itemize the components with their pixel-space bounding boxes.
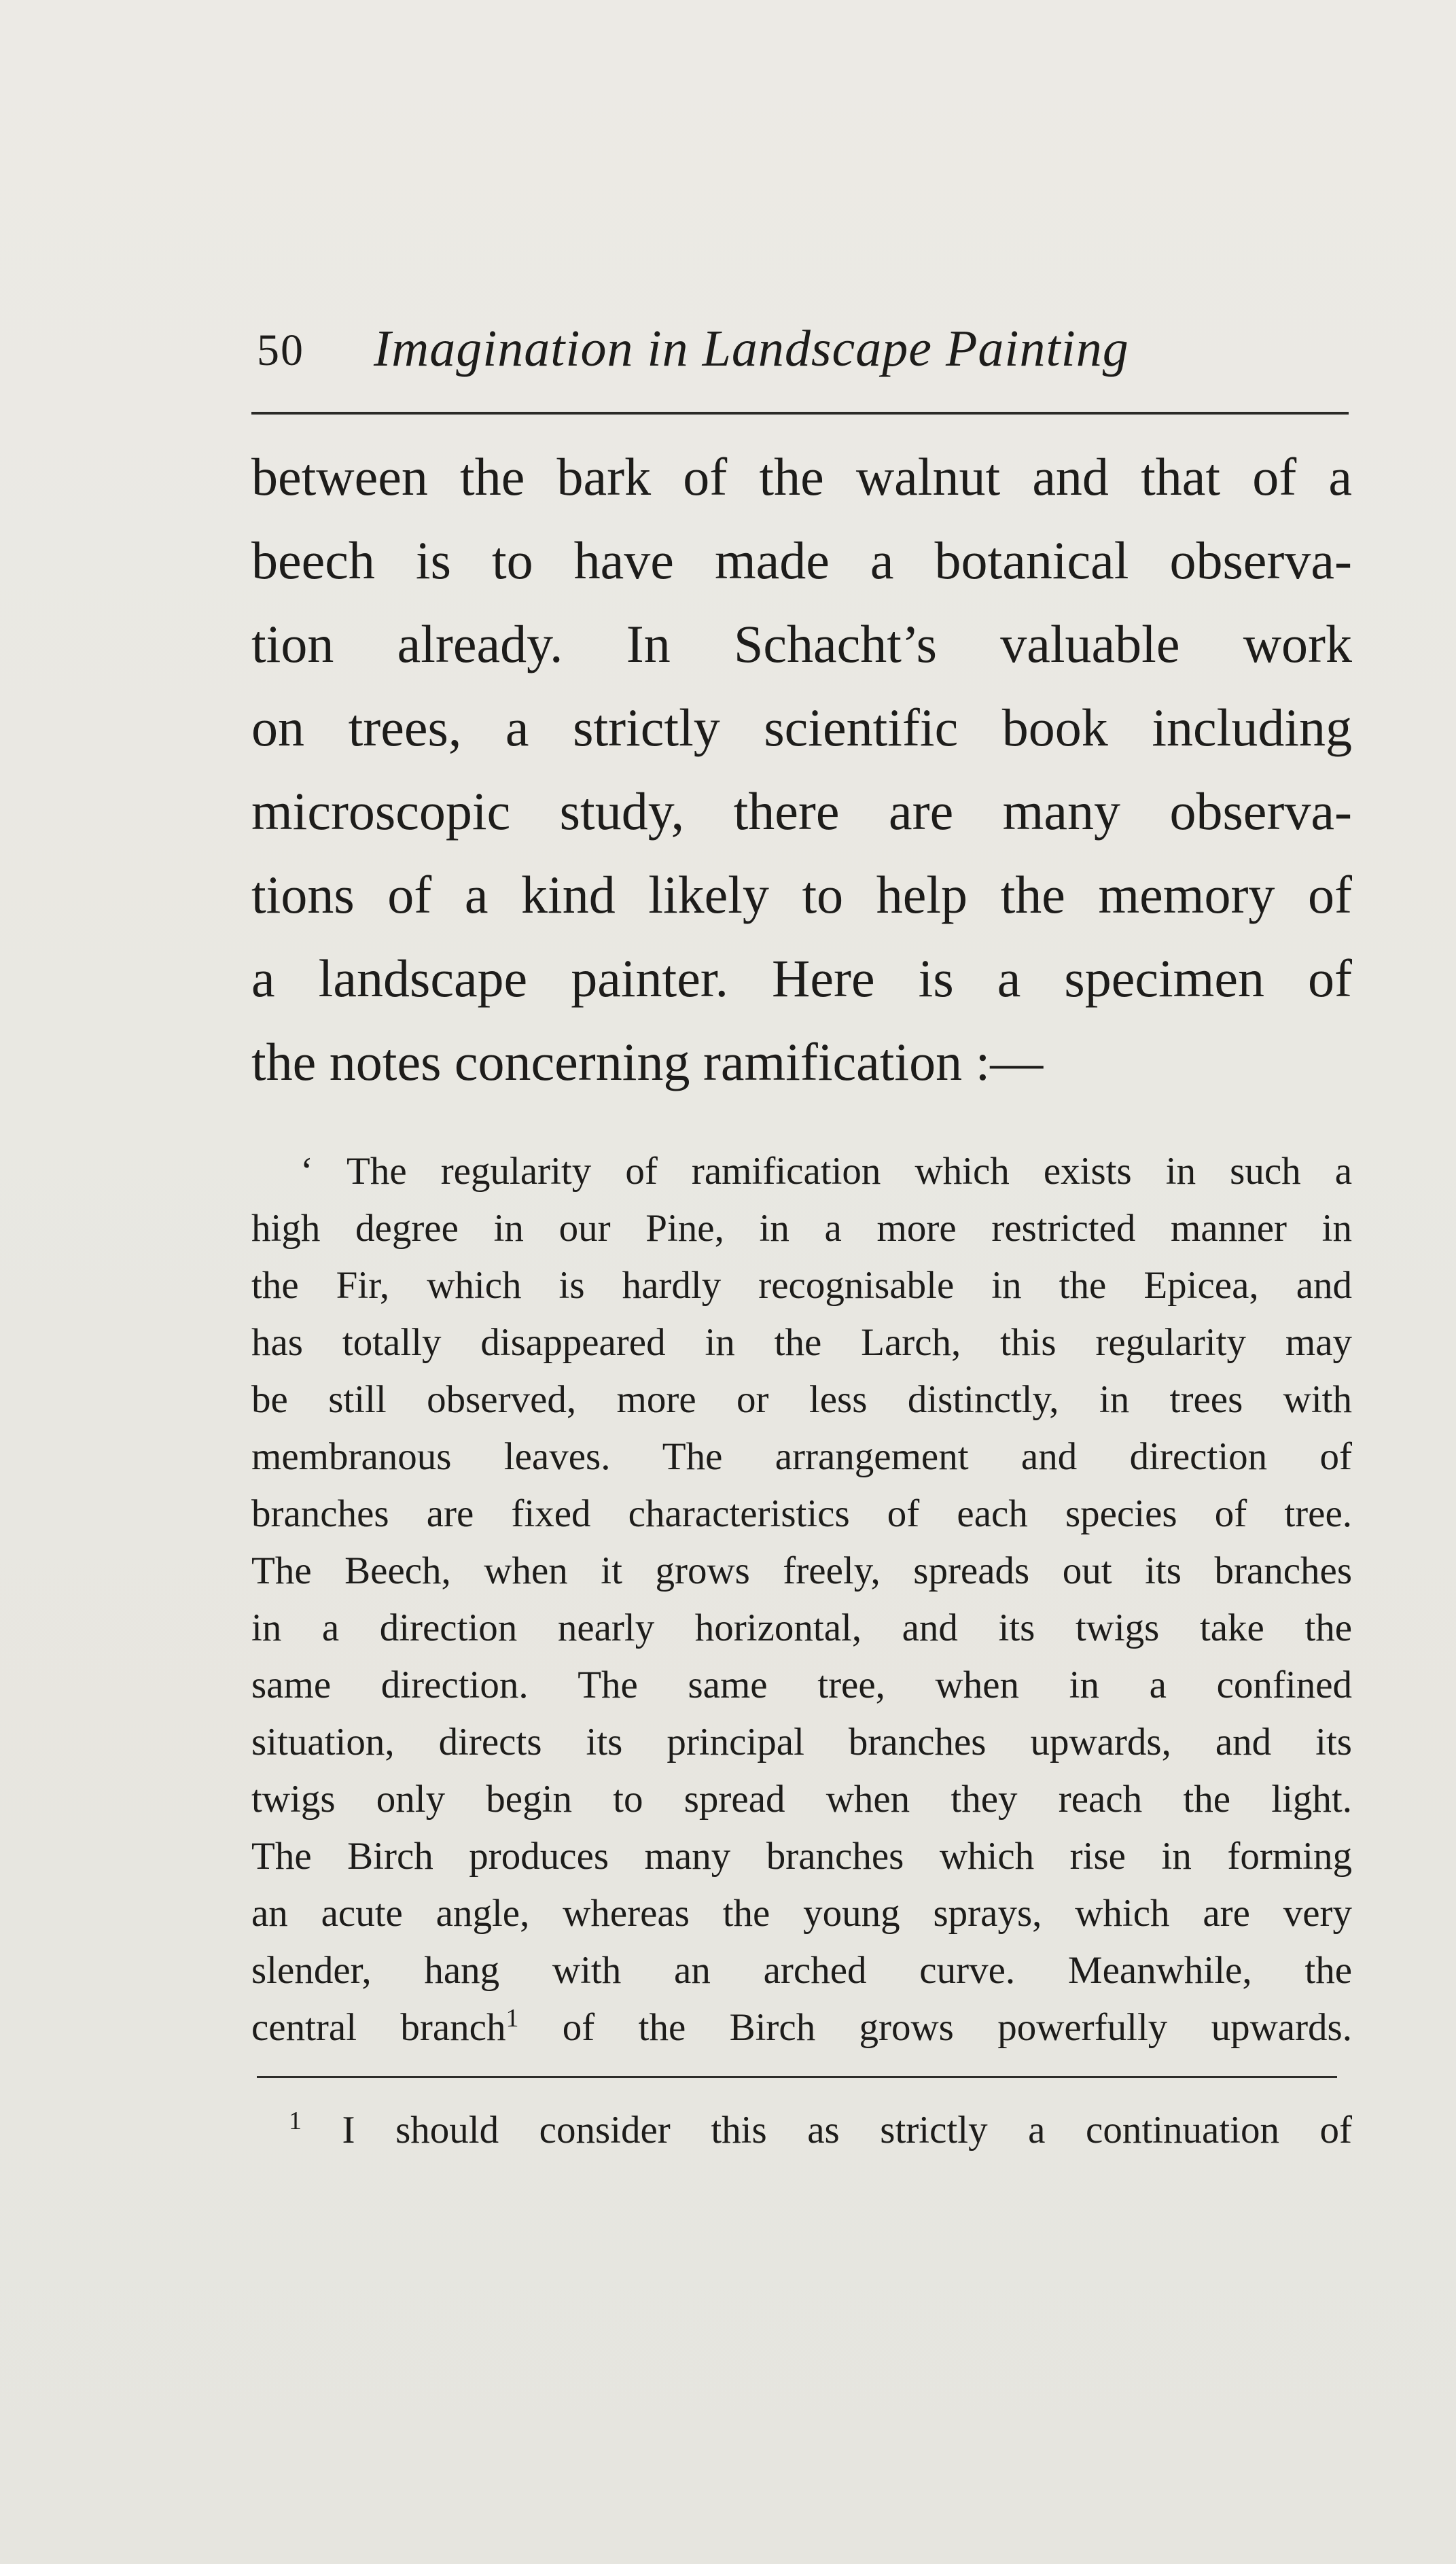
footnote-text: I should consider this as strictly a continuation of (302, 2109, 1352, 2152)
quote-line: has totally disappeared in the Larch, this regularity may (251, 1321, 1352, 1364)
quote-line: the Fir, which is hardly recognisable in the Epicea, and (251, 1264, 1352, 1307)
quote-line: situation, directs its principal branches upwards, and its (251, 1721, 1352, 1763)
quote-text-segment: of the Birch grows powerfully upwards. (518, 2006, 1352, 2049)
quote-line: The Birch produces many branches which rise in forming (251, 1835, 1352, 1878)
quote-line: ‘ The regularity of ramification which exists in such a (300, 1150, 1352, 1193)
page-header (251, 319, 1352, 394)
body-line: on trees, a strictly scientific book including (251, 698, 1352, 757)
quote-line: high degree in our Pine, in a more restricted manner in (251, 1207, 1352, 1250)
running-title: Imagination in Landscape Painting (374, 320, 1129, 377)
footnote-marker: 1 (289, 2107, 302, 2135)
quote-line: twigs only begin to spread when they reach the light. (251, 1778, 1352, 1821)
quote-line: an acute angle, whereas the young sprays, which are very (251, 1892, 1352, 1935)
header-rule (251, 412, 1349, 415)
quote-line: branches are fixed characteristics of each species of tree. (251, 1492, 1352, 1535)
quote-line: slender, hang with an arched curve. Meanwhile, the (251, 1949, 1352, 1992)
quote-text-segment: central branch (251, 2006, 506, 2049)
main-paragraph (251, 435, 1352, 1104)
quote-line: The Beech, when it grows freely, spreads out its branches (251, 1549, 1352, 1592)
body-line: between the bark of the walnut and that of a (251, 447, 1352, 506)
footnote-line (251, 2102, 1352, 2159)
body-line: tions of a kind likely to help the memory of (251, 865, 1352, 924)
page-number: 50 (257, 326, 304, 375)
body-line: microscopic study, there are many observa- (251, 782, 1352, 841)
footnote-reference: 1 (505, 2004, 519, 2033)
body-line: the notes concerning ramification :— (251, 1032, 1044, 1091)
footnote (251, 2102, 1352, 2159)
body-line: beech is to have made a botanical observa- (251, 531, 1352, 590)
quote-line: membranous leaves. The arrangement and direction of (251, 1435, 1352, 1478)
quote-line: same direction. The same tree, when in a confined (251, 1664, 1352, 1706)
quote-line: be still observed, more or less distinctly, in trees with (251, 1378, 1352, 1421)
block-quote (251, 1143, 1352, 2056)
body-line: a landscape painter. Here is a specimen of (251, 949, 1352, 1008)
footnote-rule (257, 2076, 1337, 2078)
quote-line: in a direction nearly horizontal, and its twigs take the (251, 1606, 1352, 1649)
body-line: tion already. In Schacht’s valuable work (251, 614, 1352, 673)
quote-last-line (251, 1999, 1352, 2056)
